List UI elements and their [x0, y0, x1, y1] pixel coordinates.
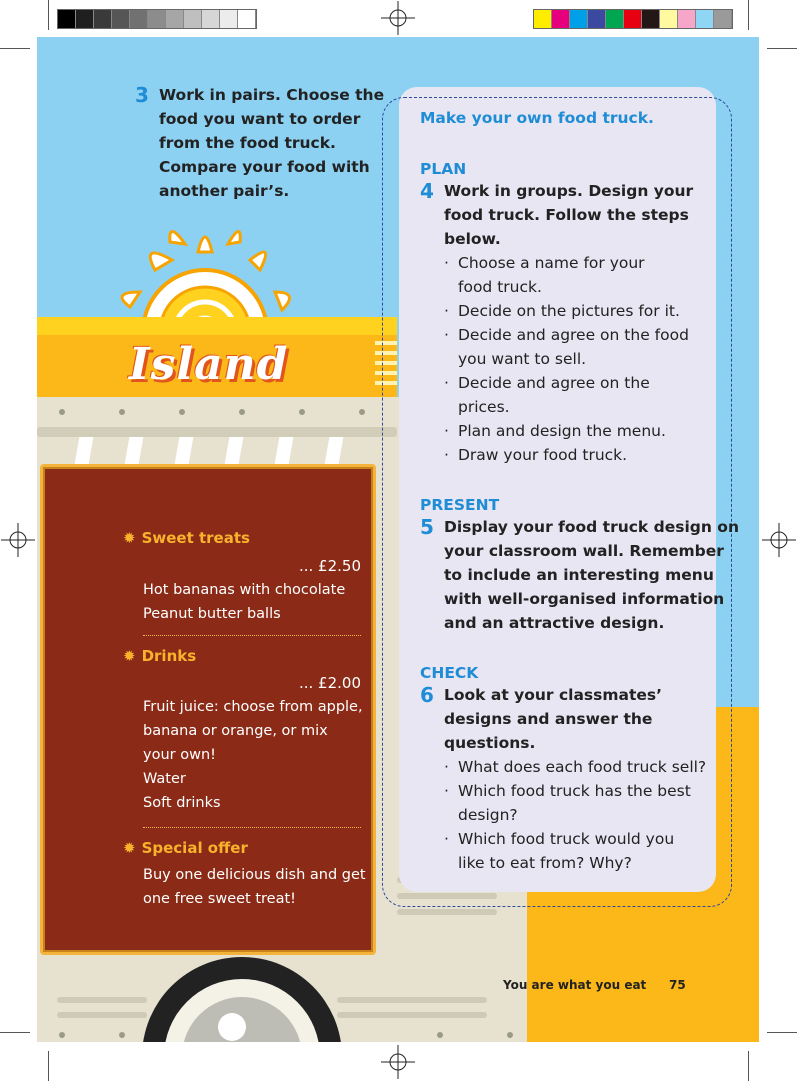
color-swatch	[570, 10, 588, 28]
crop-mark	[748, 1051, 749, 1081]
sun-bullet-icon: ✹	[123, 529, 136, 547]
check-instructions: Look at your classmates’ designs and answer the questions.	[444, 686, 663, 752]
page-number: 75	[669, 978, 686, 992]
color-bar	[533, 9, 733, 29]
sun-bullet-icon: ✹	[123, 839, 136, 857]
check-question: · What does each food truck sell?	[444, 758, 707, 776]
menu-item: Buy one delicious dish and get	[143, 867, 366, 883]
color-swatch	[606, 10, 624, 28]
color-swatch	[130, 10, 148, 28]
check-question: · Which food truck has the best design?	[444, 782, 691, 824]
plan-step: · Draw your food truck.	[444, 446, 628, 464]
plan-step: · Decide and agree on the prices.	[444, 374, 650, 416]
menu-item: Fruit juice: choose from apple,	[143, 699, 363, 715]
color-swatch	[714, 10, 732, 28]
color-swatch	[678, 10, 696, 28]
color-swatch	[660, 10, 678, 28]
plan-step: · Decide and agree on the food you want to sell.	[444, 326, 689, 368]
crop-mark	[48, 0, 49, 30]
crop-mark	[767, 48, 797, 49]
color-swatch	[220, 10, 238, 28]
plan-step: · Decide on the pictures for it.	[444, 302, 680, 320]
crop-mark	[748, 0, 749, 30]
color-swatch	[202, 10, 220, 28]
menu-item: Peanut butter balls	[143, 606, 281, 622]
menu-board	[40, 464, 376, 955]
exercise-number: 6	[420, 683, 434, 707]
crop-mark	[767, 1032, 797, 1033]
color-swatch	[552, 10, 570, 28]
color-swatch	[166, 10, 184, 28]
menu-section-special-offer: ✹ Special offer	[123, 839, 248, 857]
color-swatch	[642, 10, 660, 28]
registration-mark-right	[762, 523, 796, 557]
menu-item: one free sweet treat!	[143, 891, 296, 907]
check-question: · Which food truck would you like to eat from? Why?	[444, 830, 675, 872]
color-swatch	[238, 10, 256, 28]
color-swatch	[148, 10, 166, 28]
menu-item: Water	[143, 771, 186, 787]
menu-item: your own!	[143, 747, 216, 763]
truck-wheel	[132, 947, 352, 1042]
check-heading: CHECK	[420, 664, 479, 682]
registration-mark-top	[381, 1, 415, 35]
grayscale-bar	[57, 9, 257, 29]
crop-mark	[48, 1051, 49, 1081]
plan-step: · Choose a name for your food truck.	[444, 254, 645, 296]
project-title: Make your own food truck.	[420, 109, 654, 127]
color-swatch	[94, 10, 112, 28]
present-heading: PRESENT	[420, 496, 500, 514]
plan-step: · Plan and design the menu.	[444, 422, 666, 440]
color-swatch	[76, 10, 94, 28]
exercise-3-instructions: Work in pairs. Choose the food you want to order from the food truck. Compare your food with another pair’s.	[159, 86, 385, 200]
menu-item: Soft drinks	[143, 795, 221, 811]
color-swatch	[624, 10, 642, 28]
truck-roof	[37, 317, 397, 335]
menu-item: Hot bananas with chocolate	[143, 582, 346, 598]
menu-item: banana or orange, or mix	[143, 723, 328, 739]
exercise-number: 5	[420, 515, 434, 539]
color-swatch	[184, 10, 202, 28]
menu-section-sweet-treats: ✹ Sweet treats	[123, 529, 250, 547]
menu-divider	[143, 635, 361, 636]
color-swatch	[588, 10, 606, 28]
color-swatch	[58, 10, 76, 28]
menu-divider	[143, 827, 361, 828]
plan-instructions: Work in groups. Design your food truck. Follow the steps below.	[444, 182, 694, 248]
color-swatch	[696, 10, 714, 28]
truck-name: Island	[129, 339, 289, 390]
registration-mark-bottom	[381, 1045, 415, 1079]
menu-section-drinks: ✹ Drinks	[123, 647, 197, 665]
exercise-number: 4	[420, 179, 434, 203]
plan-heading: PLAN	[420, 160, 467, 178]
color-swatch	[112, 10, 130, 28]
sun-bullet-icon: ✹	[123, 647, 136, 665]
color-swatch	[534, 10, 552, 28]
registration-mark-left	[1, 523, 35, 557]
menu-price: ... £2.00	[298, 674, 361, 692]
unit-title: You are what you eat	[503, 978, 647, 992]
menu-price: ... £2.50	[298, 557, 361, 575]
crop-mark	[0, 1032, 30, 1033]
crop-mark	[0, 48, 30, 49]
present-instructions: Display your food truck design on your classroom wall. Remember to include an interesting menu with well-organised information and an attractive design.	[444, 518, 739, 632]
textbook-page	[37, 37, 759, 1042]
exercise-number: 3	[135, 83, 149, 107]
